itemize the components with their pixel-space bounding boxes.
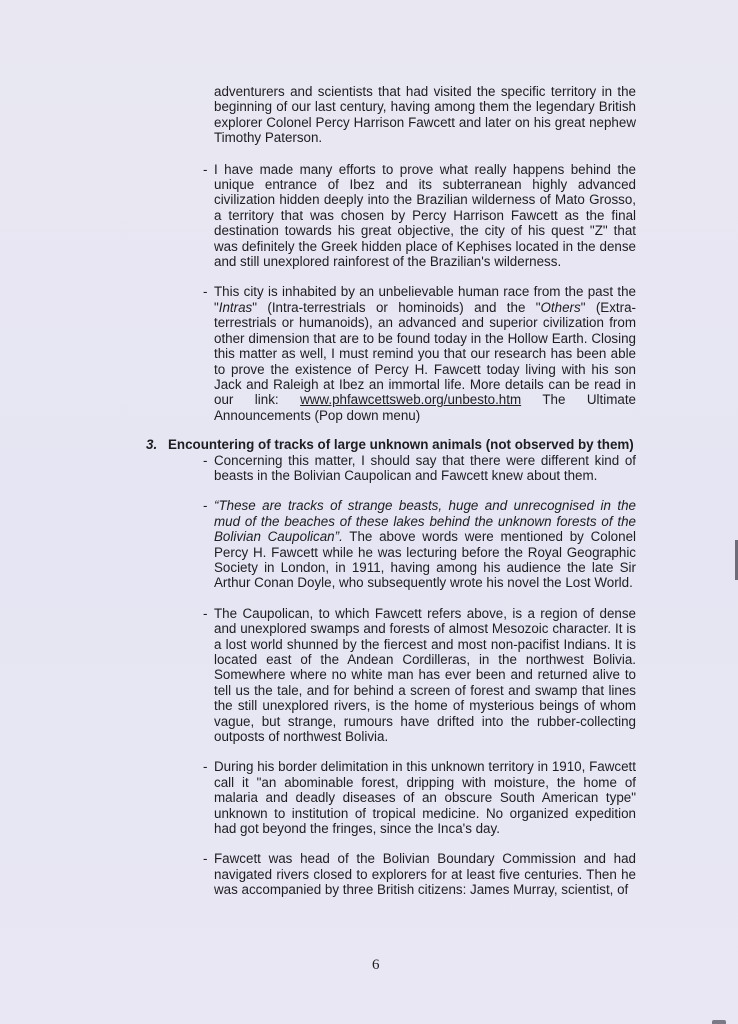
page-content bbox=[146, 84, 636, 913]
italic-term-intras: Intras bbox=[218, 299, 253, 315]
text-segment: The Ultimate Announcements (Pop down menu) bbox=[214, 392, 636, 423]
bullet-dash: - bbox=[203, 851, 208, 867]
intro-paragraph-text: adventurers and scientists that had visited the specific territory in the beginning of our last century, having among them the legendary British explorer Colonel Percy Harrison Fawcett and later on his great nephew Timothy Paterson. bbox=[214, 84, 636, 146]
bullet-dash: - bbox=[203, 759, 208, 775]
section-title: Encountering of tracks of large unknown animals (not observed by them) bbox=[168, 437, 634, 453]
list-item-text: During his border delimitation in this unknown territory in 1910, Fawcett call it "an abominable forest, dripping with moisture, the home of malaria and deadly diseases of an obscure South American type" unknown to institution of tropical medicine. No organized expedition had got beyond the fringes, since the Inca's day. bbox=[214, 759, 636, 837]
text-segment: The above words were mentioned by Colonel Percy H. Fawcett while he was lecturing before the Royal Geographic Society in London, in 1911, having among his audience the late Sir Arthur Conan Doyle, who subsequently wrote his novel the Lost World. bbox=[214, 529, 636, 591]
text-segment: This city is inhabited by an unbelievable human race from the past the " bbox=[214, 284, 636, 315]
bullet-dash: - bbox=[203, 284, 208, 300]
bullet-dash: - bbox=[203, 452, 208, 468]
section-number: 3. bbox=[146, 437, 158, 453]
list-item bbox=[146, 498, 636, 590]
text-segment: " (Intra-terrestrials or hominoids) and the " bbox=[252, 299, 541, 315]
section-heading bbox=[146, 437, 636, 452]
text-segment: " (Extra-terrestrials or humanoids), an advanced and superior civilization from other dimension that are to be found today in the Hollow Earth. Closing this matter as well, I must remind you that our research has been able to prove the existence of Percy H. Fawcett today living with his son Jack and Raleigh at Ibez an immortal life. More details can be read in our link: bbox=[214, 299, 636, 408]
list-item bbox=[146, 851, 636, 897]
list-item bbox=[146, 606, 636, 745]
quote-text: “These are tracks of strange beasts, huge and unrecognised in the mud of the beaches of these lakes behind the unknown forests of the Bolivian Caupolican”. bbox=[214, 498, 636, 545]
list-item-text: The Caupolican, to which Fawcett refers above, is a region of dense and unexplored swamps and forests of almost Mesozoic character. It is a lost world shunned by the fiercest and most non-pacifist Indians. It is located east of the Andean Cordilleras, in the northwest Bolivia. Somewhere where no white man has ever been and returned alive to tell us the tale, and for behind a screen of forest and swamp that lines the still unexplored rivers, is the home of mysterious beings of whom vague, but strange, rumours have drifted into the rubber-collecting outposts of northwest Bolivia. bbox=[214, 605, 636, 745]
intro-paragraph bbox=[146, 84, 636, 146]
list-item-text: I have made many efforts to prove what really happens behind the unique entrance of Ibez and its subterranean highly advanced civilization hidden deeply into the Brazilian wilderness of Mato Grosso, a territory that was chosen by Percy Harrison Fawcett as the final destination towards his great objective, the city of his quest "Z" that was definitely the Greek hidden place of Kephises located in the dense and still unexplored rainforest of the Brazilian's wilderness. bbox=[214, 161, 636, 270]
section-3-list bbox=[146, 453, 636, 898]
bullet-dash: - bbox=[203, 605, 208, 621]
bullet-dash: - bbox=[203, 498, 208, 514]
list-item-text: Concerning this matter, I should say that there were different kind of beasts in the Bolivian Caupolican and Fawcett knew about them. bbox=[214, 452, 636, 483]
scan-corner-mark bbox=[712, 1020, 726, 1024]
website-link[interactable]: www.phfawcettsweb.org/unbesto.htm bbox=[300, 392, 522, 408]
list-item bbox=[146, 162, 636, 270]
list-item bbox=[146, 284, 636, 423]
bullet-dash: - bbox=[203, 161, 208, 177]
list-item-text: Fawcett was head of the Bolivian Boundary Commission and had navigated rivers closed to explorers for at least five centuries. Then he was accompanied by three British citizens: James Murray, scientist, of bbox=[214, 851, 636, 898]
page-number: 6 bbox=[372, 957, 380, 973]
list-item-text bbox=[214, 284, 636, 422]
italic-term-others: Others bbox=[540, 299, 581, 315]
list-item bbox=[146, 759, 636, 836]
list-item bbox=[146, 453, 636, 484]
list-item-text bbox=[214, 498, 636, 590]
